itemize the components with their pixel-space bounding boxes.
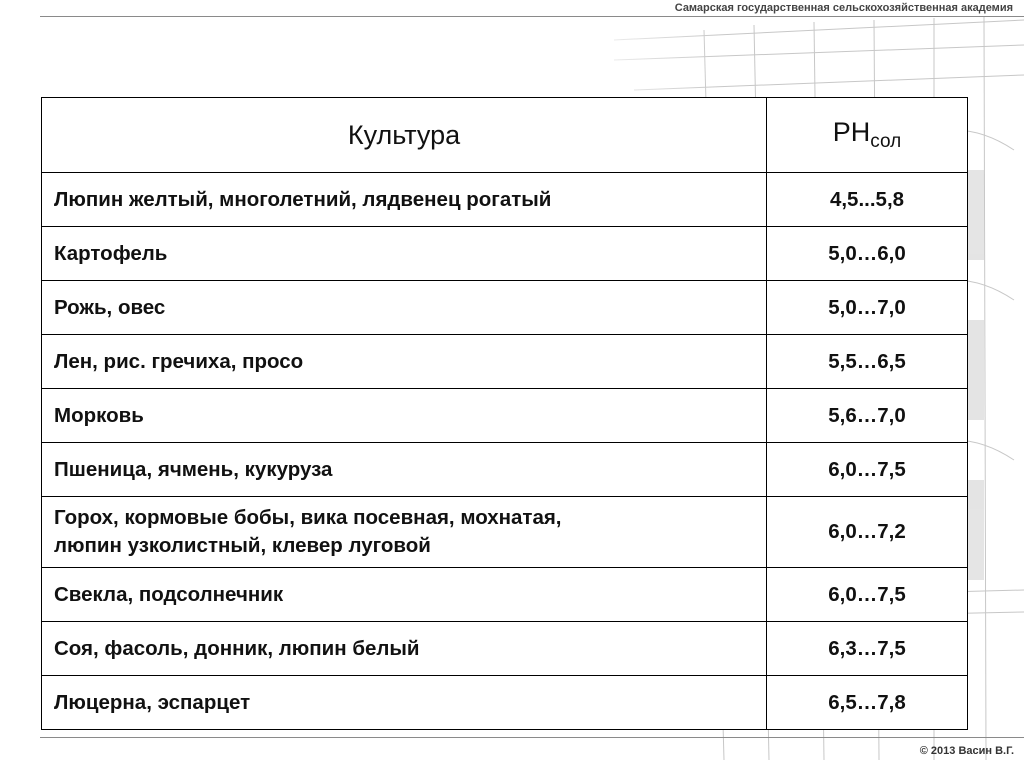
ph-label: PH [832, 117, 871, 147]
table-row [42, 497, 968, 568]
table-row [42, 622, 968, 676]
culture-cell: Свекла, подсолнечник [42, 568, 767, 622]
ph-cell: 4,5...5,8 [767, 173, 968, 227]
ph-cell: 6,0…7,5 [767, 443, 968, 497]
ph-cell: 5,0…7,0 [767, 281, 968, 335]
ph-cell: 6,3…7,5 [767, 622, 968, 676]
ph-cell: 5,5…6,5 [767, 335, 968, 389]
ph-cell: 6,5…7,8 [767, 676, 968, 730]
ph-subscript: сол [870, 131, 902, 152]
culture-cell: Люпин желтый, многолетний, лядвенец рогатый [42, 173, 767, 227]
ph-cell: 5,6…7,0 [767, 389, 968, 443]
culture-cell: Морковь [42, 389, 767, 443]
table-row [42, 227, 968, 281]
culture-cell [42, 497, 767, 568]
culture-cell: Соя, фасоль, донник, люпин белый [42, 622, 767, 676]
table-row [42, 281, 968, 335]
culture-cell: Рожь, овес [42, 281, 767, 335]
header-rule [40, 16, 1024, 17]
culture-cell: Пшеница, ячмень, кукуруза [42, 443, 767, 497]
footer-rule [40, 737, 1024, 738]
ph-cell: 6,0…7,5 [767, 568, 968, 622]
ph-cell: 6,0…7,2 [767, 497, 968, 568]
column-header-ph [767, 98, 968, 173]
column-header-culture: Культура [42, 98, 767, 173]
table-header-row [42, 98, 968, 173]
institution-caption: Самарская государственная сельскохозяйственная академия [672, 2, 1016, 14]
crop-ph-table [41, 97, 968, 730]
table-row [42, 443, 968, 497]
table-row [42, 173, 968, 227]
culture-line-1: Горох, кормовые бобы, вика посевная, мохнатая, [54, 506, 562, 529]
culture-cell: Лен, рис. гречиха, просо [42, 335, 767, 389]
table-row [42, 568, 968, 622]
culture-cell: Картофель [42, 227, 767, 281]
table-row [42, 335, 968, 389]
culture-cell: Люцерна, эспарцет [42, 676, 767, 730]
table-row [42, 389, 968, 443]
copyright-caption: © 2013 Васин В.Г. [919, 745, 1014, 757]
ph-cell: 5,0…6,0 [767, 227, 968, 281]
table-row [42, 676, 968, 730]
culture-line-2: люпин узколистный, клевер луговой [54, 534, 431, 557]
